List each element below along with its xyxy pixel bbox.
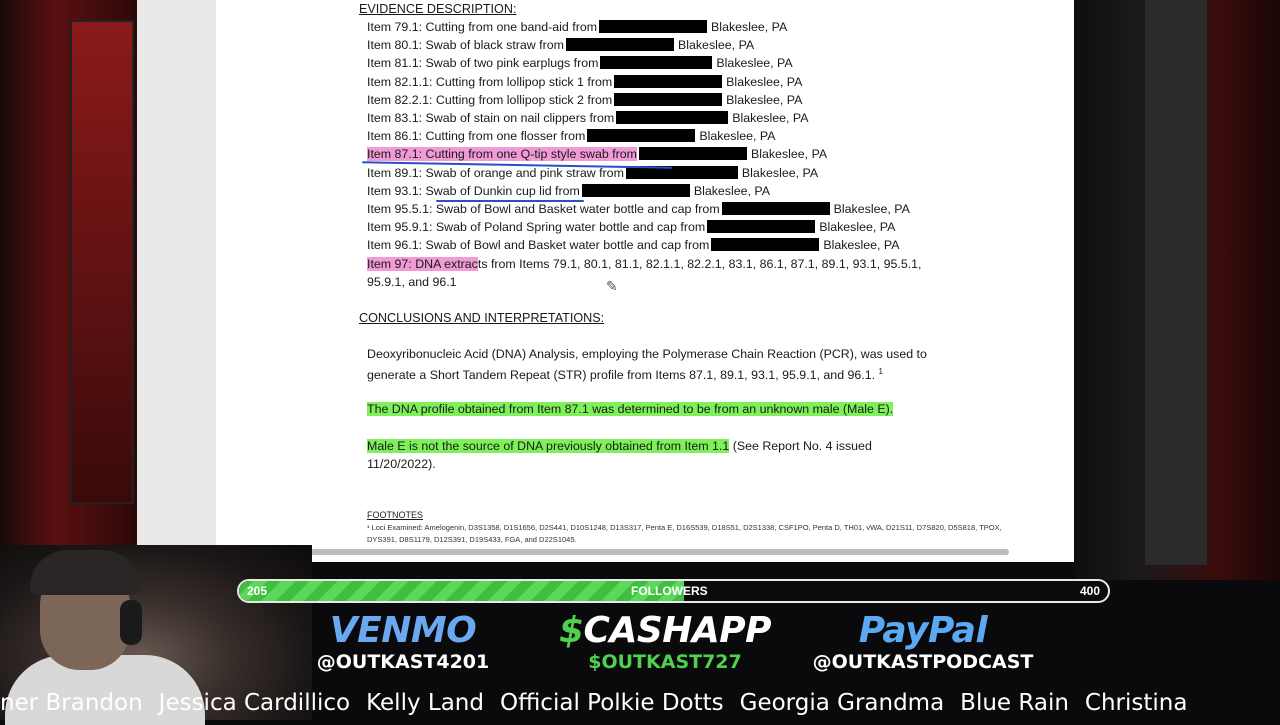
evidence-item-location: Blakeslee, PA xyxy=(726,92,803,107)
venmo-handle: @OUTKAST4201 xyxy=(316,651,490,673)
backdrop-column xyxy=(1145,0,1207,565)
evidence-item-text: Item 82.2.1: Cutting from lollipop stick 2 from xyxy=(367,92,613,107)
ticker-name: Official Polkie Dotts xyxy=(499,690,724,716)
conclusion-p2-highlight: The DNA profile obtained from Item 87.1 was determined to be from an unknown male (Male E). xyxy=(367,402,894,416)
evidence-item xyxy=(367,201,910,217)
document-viewer-margin xyxy=(137,0,217,545)
document-page xyxy=(216,0,1074,562)
ticker-name: Blue Rain xyxy=(960,690,1069,716)
supporter-ticker xyxy=(0,690,1280,720)
conclusion-p3-line2: 11/20/2022). xyxy=(367,457,436,471)
evidence-item-text: Item 80.1: Swab of black straw from xyxy=(367,38,564,53)
evidence-heading: EVIDENCE DESCRIPTION: xyxy=(359,2,517,16)
evidence-item-location: Blakeslee, PA xyxy=(741,165,819,180)
evidence-item xyxy=(367,110,808,126)
horizontal-scrollbar[interactable] xyxy=(311,549,1009,555)
conclusion-p3-highlight: Male E is not the source of DNA previously obtained from Item 1.1 xyxy=(367,439,730,453)
followers-label: FOLLOWERS xyxy=(631,584,708,598)
paypal-block xyxy=(808,610,1038,673)
conclusion-p3-text: (See Report No. 4 issued xyxy=(729,439,872,453)
conclusion-p1-text: generate a Short Tandem Repeat (STR) profile from Items 87.1, 89.1, 93.1, 95.9.1, and 96.1. xyxy=(367,368,876,383)
cashapp-brand: CASHAPP xyxy=(583,610,772,651)
evidence-item-text: Item 86.1: Cutting from one flosser from xyxy=(367,129,586,144)
redaction-box xyxy=(582,184,690,197)
evidence-item-location: Blakeslee, PA xyxy=(823,238,900,253)
evidence-item-text: Item 83.1: Swab of stain on nail clippers from xyxy=(367,111,615,125)
evidence-item-text: Item 82.1.1: Cutting from lollipop stick 1 from xyxy=(367,74,613,89)
evidence-item xyxy=(367,74,802,90)
conclusions-heading: CONCLUSIONS AND INTERPRETATIONS: xyxy=(359,311,605,325)
followers-goal-bar xyxy=(237,579,1110,603)
evidence-item xyxy=(367,128,776,144)
followers-current: 205 xyxy=(247,584,268,598)
evidence-item xyxy=(367,237,900,253)
venmo-block xyxy=(310,610,496,673)
backdrop-light-panel xyxy=(70,20,134,504)
evidence-item xyxy=(367,19,787,35)
evidence-item xyxy=(367,92,802,108)
followers-goal: 400 xyxy=(1079,584,1100,598)
evidence-item-location: Blakeslee, PA xyxy=(833,202,910,216)
item-97-text: ts from Items 79.1, 80.1, 81.1, 82.1.1, 82.2.1, 83.1, 86.1, 87.1, 89.1, 93.1, 95.5.1, xyxy=(477,257,922,271)
redaction-box xyxy=(722,202,830,215)
redaction-box xyxy=(711,238,819,251)
ticker-name: ner Brandon xyxy=(0,690,143,716)
conclusion-p1-line2 xyxy=(367,364,883,383)
followers-progress-fill xyxy=(239,581,684,601)
evidence-item xyxy=(367,219,895,235)
evidence-item-text: Item 95.9.1: Swab of Poland Spring water bottle and cap from xyxy=(367,220,706,235)
evidence-item-location: Blakeslee, PA xyxy=(693,183,771,198)
evidence-item-location: Blakeslee, PA xyxy=(726,74,803,89)
redaction-box xyxy=(639,147,747,160)
ticker-name: Kelly Land xyxy=(366,690,484,716)
evidence-item-text: Item 96.1: Swab of Bowl and Basket water bottle and cap from xyxy=(367,238,710,253)
ticker-name: Christina xyxy=(1084,690,1188,716)
webcam-person-cap xyxy=(30,550,140,595)
redaction-box xyxy=(616,111,728,124)
paypal-logo: PayPal xyxy=(858,610,988,651)
redaction-box xyxy=(599,20,707,33)
dollar-icon: $ xyxy=(558,610,584,651)
evidence-item-text: Item 93.1: Swab of Dunkin cup lid from xyxy=(367,183,580,198)
ticker-name: Georgia Grandma xyxy=(739,690,945,716)
redaction-box xyxy=(707,220,815,233)
conclusion-p2 xyxy=(367,401,893,417)
evidence-item-location: Blakeslee, PA xyxy=(699,129,776,144)
evidence-item-location: Blakeslee, PA xyxy=(677,38,755,53)
evidence-item-text: Item 81.1: Swab of two pink earplugs from xyxy=(367,56,599,71)
evidence-item-location: Blakeslee, PA xyxy=(819,220,896,235)
evidence-item-text: Item 89.1: Swab of orange and pink straw from xyxy=(367,165,624,180)
conclusion-p1-line1: Deoxyribonucleic Acid (DNA) Analysis, employing the Polymerase Chain Reaction (PCR), was used to xyxy=(367,347,927,361)
footnote-marker: 1 xyxy=(878,367,883,376)
studio-backdrop-right xyxy=(1075,0,1280,580)
evidence-item xyxy=(367,55,793,71)
ticker-name: Jessica Cardillico xyxy=(158,690,351,716)
footnotes-heading: FOOTNOTES xyxy=(367,510,423,520)
evidence-item-location: Blakeslee, PA xyxy=(750,147,828,162)
evidence-item xyxy=(367,37,754,53)
cashapp-logo xyxy=(540,610,790,651)
redaction-box xyxy=(600,56,712,69)
footnote-text: ¹ Loci Examined: Amelogenin, D3S1358, D1S1656, D2S441, D10S1248, D13S317, Penta E, D16S539, D18S51, D2S1338, CSF1PO, Penta D, TH01, vWA, D21S11, D7S820, D5S818, TPOX, DYS391, D8S1179, D12S391, D19S433, FGA, and D22S1045. xyxy=(367,523,1002,544)
item-97-highlight: Item 97: DNA extrac xyxy=(367,257,478,271)
conclusion-p3 xyxy=(367,438,872,454)
headset-icon xyxy=(120,600,142,645)
evidence-item-location: Blakeslee, PA xyxy=(732,111,809,125)
evidence-item-location: Blakeslee, PA xyxy=(716,56,793,71)
evidence-item-text: Item 95.5.1: Swab of Bowl and Basket water bottle and cap from xyxy=(367,202,720,216)
venmo-logo: VENMO xyxy=(329,610,477,651)
evidence-item-location: Blakeslee, PA xyxy=(711,20,788,34)
evidence-item xyxy=(367,146,827,162)
cashapp-block xyxy=(540,610,790,673)
paypal-handle: @OUTKASTPODCAST xyxy=(812,651,1034,673)
redaction-box xyxy=(566,38,674,51)
redaction-box xyxy=(587,129,695,142)
item-97-line-2: 95.9.1, and 96.1 xyxy=(367,275,457,289)
item-97-line xyxy=(367,256,921,272)
evidence-item-text: Item 79.1: Cutting from one band-aid from xyxy=(367,20,598,34)
evidence-item-text: Item 87.1: Cutting from one Q-tip style swab from xyxy=(367,147,637,162)
pen-cursor-icon: ✎ xyxy=(606,278,618,294)
cashapp-handle: $OUTKAST727 xyxy=(588,651,742,673)
studio-backdrop-left xyxy=(0,0,140,560)
evidence-item xyxy=(367,183,770,199)
pen-underline-item-93 xyxy=(436,200,584,202)
redaction-box xyxy=(614,93,722,106)
redaction-box xyxy=(614,75,722,88)
